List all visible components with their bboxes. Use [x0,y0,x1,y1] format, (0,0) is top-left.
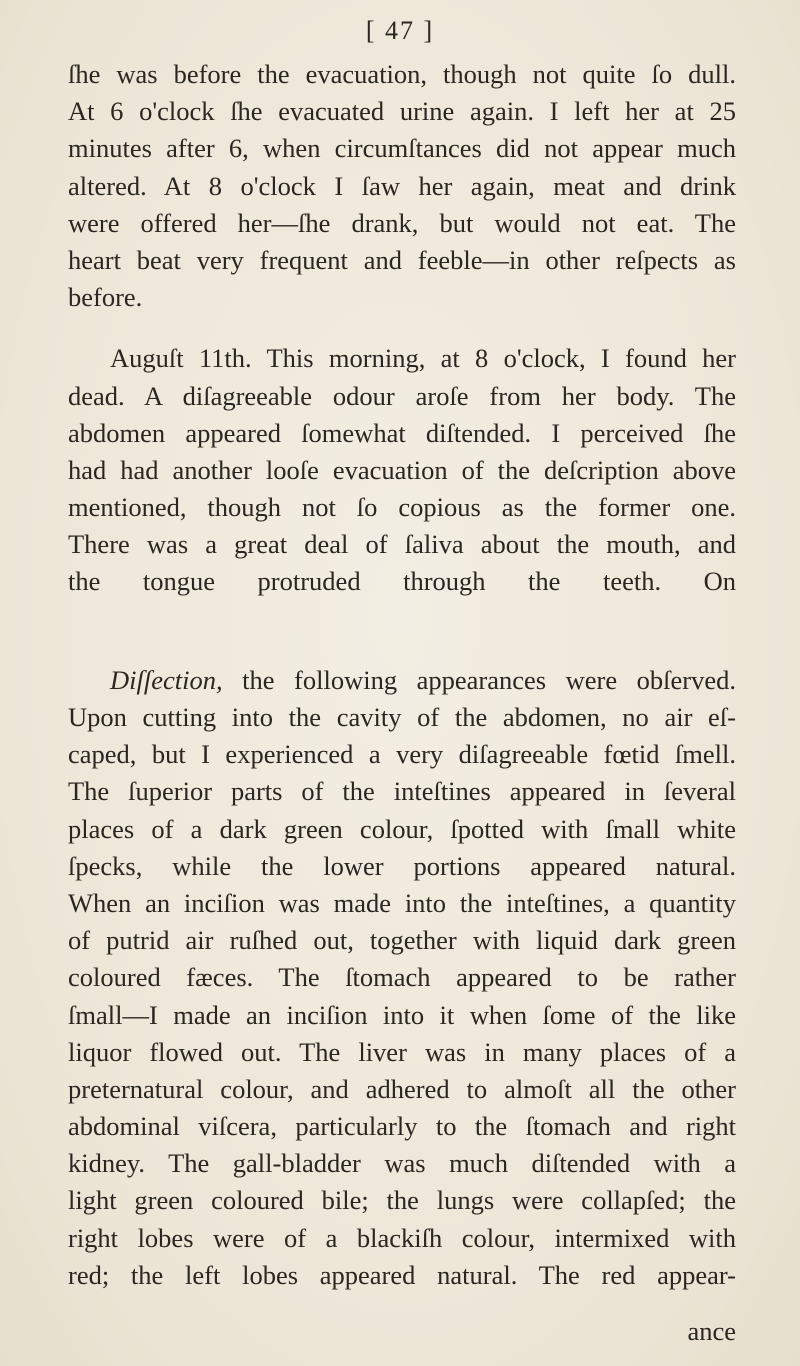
text-line: minutes after 6, when circumſtances did not appear much [68,133,736,164]
body-text [68,56,736,1294]
text-line: abdominal viſcera, particularly to the ſtomach and right [68,1111,736,1142]
text-line-rest: the following appearances were obſerved. [222,664,736,695]
text-line: the tongue protruded through the teeth. On [68,566,736,597]
text-line: There was a great deal of ſaliva about the mouth, and [68,529,736,560]
text-line: mentioned, though not ſo copious as the former one. [68,492,736,523]
text-line: coloured fæces. The ſtomach appeared to be rather [68,962,736,993]
text-line: of putrid air ruſhed out, together with liquid dark green [68,925,736,956]
text-line: light green coloured bile; the lungs were collapſed; the [68,1185,736,1216]
text-line: kidney. The gall-bladder was much diſtended with a [68,1148,736,1179]
text-line: altered. At 8 o'clock I ſaw her again, meat and drink [68,170,736,201]
text-line: right lobes were of a blackiſh colour, intermixed with [68,1222,736,1253]
text-line: preternatural colour, and adhered to almoſt all the other [68,1073,736,1104]
text-line: ſmall—I made an inciſion into it when ſome of the like [68,999,736,1030]
text-line: before. [68,282,143,313]
text-line: ſpecks, while the lower portions appeared natural. [68,850,736,881]
catchword: ance [687,1316,736,1346]
text-line: Upon cutting into the cavity of the abdomen, no air eſ- [68,702,736,732]
text-line [68,601,736,638]
page-number: [ 47 ] [365,16,435,45]
text-line: Auguſt 11th. This morning, at 8 o'clock, I found her [110,343,736,374]
text-line: liquor flowed out. The liver was in many places of a [68,1036,736,1067]
text-line: had had another looſe evacuation of the deſcription above [68,454,736,485]
text-line: abdomen appeared ſomewhat diſtended. I perceived ſhe [68,417,736,448]
text-line: The ſuperior parts of the inteſtines appeared in ſeveral [68,776,736,807]
text-line: ſhe was before the evacuation, though not quite ſo dull. [68,59,736,89]
text-line: caped, but I experienced a very diſagreeable fœtid ſmell. [68,739,736,770]
dissection-lead: Diſſection, [110,664,223,695]
text-line: At 6 o'clock ſhe evacuated urine again. I left her at 25 [68,96,736,127]
text-line: dead. A diſagreeable odour aroſe from her body. The [68,380,736,411]
text-line: places of a dark green colour, ſpotted with ſmall white [68,813,736,844]
text-line: were offered her—ſhe drank, but would not eat. The [68,207,736,238]
text-line: When an inciſion was made into the inteſtines, a quantity [68,887,736,918]
text-line: heart beat very frequent and feeble—in other reſpects as [68,244,736,275]
text-line: red; the left lobes appeared natural. The red appear- [68,1259,736,1290]
text-line [68,662,736,699]
